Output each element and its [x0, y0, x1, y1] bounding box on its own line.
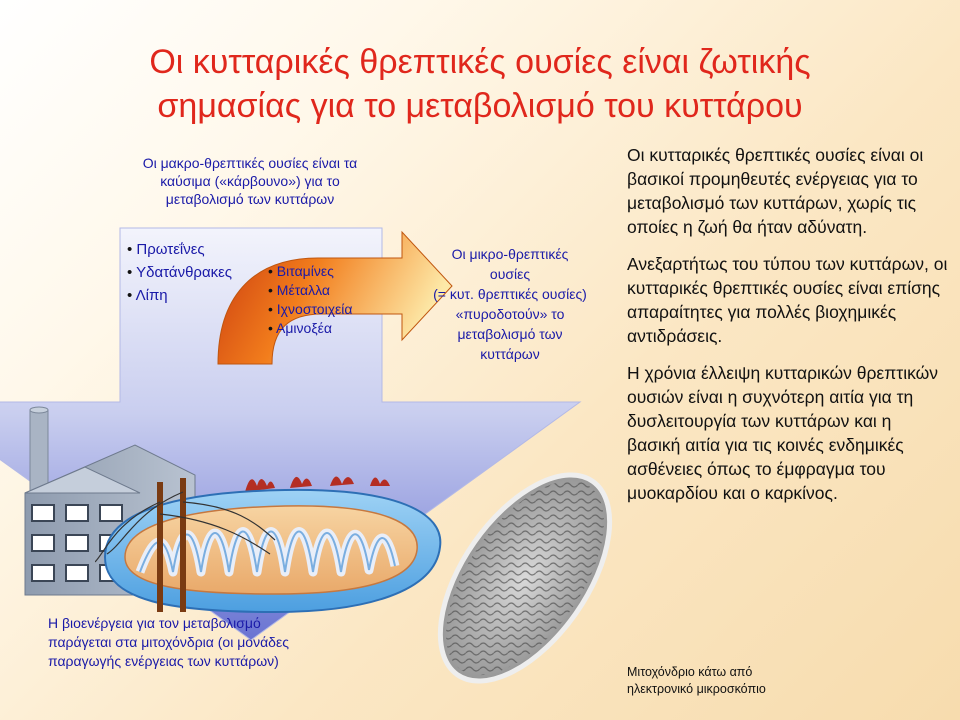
- electron-micrograph-image: [430, 448, 620, 708]
- list-item: • Βιταμίνες: [268, 262, 352, 281]
- macro-nutrients-caption: [100, 154, 400, 208]
- list-item: • Αμινοξέα: [268, 319, 352, 338]
- title-line: Οι κυτταρικές θρεπτικές ουσίες είναι ζωτικής: [149, 43, 811, 81]
- list-item: • Πρωτεΐνες: [127, 238, 232, 261]
- paragraph: Ανεξαρτήτως του τύπου των κυττάρων, οι κυτταρικές θρεπτικές ουσίες είναι επίσης απαραίτητες για πολλές βιοχημικές αντιδράσεις.: [627, 254, 948, 346]
- page-title: [40, 40, 920, 128]
- list-item: • Μέταλλα: [268, 281, 352, 300]
- caption-line: κυττάρων: [480, 346, 540, 362]
- mitochondrion-illustration: [95, 462, 465, 622]
- micro-nutrients-list: [268, 262, 352, 338]
- right-text-column: [627, 143, 949, 518]
- list-item: • Λίπη: [127, 284, 232, 307]
- caption-line: Οι μικρο-θρεπτικές: [451, 246, 569, 262]
- caption-line: Οι μακρο-θρεπτικές ουσίες είναι τα: [142, 155, 358, 171]
- caption-line: «πυροδοτούν» το: [455, 306, 565, 322]
- caption-line: (= κυτ. θρεπτικές ουσίες): [433, 286, 587, 302]
- macro-nutrients-list: [127, 238, 232, 307]
- list-item: • Ιχνοστοιχεία: [268, 300, 352, 319]
- caption-line: καύσιμα («κάρβουνο») για το: [160, 173, 340, 189]
- caption-line: Μιτοχόνδριο κάτω από: [627, 665, 753, 679]
- title-line: σημασίας για το μεταβολισμό του κυττάρου: [157, 87, 803, 125]
- paragraph: Οι κυτταρικές θρεπτικές ουσίες είναι οι βασικοί προμηθευτές ενέργειας για το μεταβολισμό των κυττάρων, χωρίς τις οποίες η ζωή θα ήταν αδύνατη.: [627, 145, 924, 237]
- caption-line: Η βιοενέργεια για τον μεταβολισμό: [48, 615, 261, 631]
- caption-line: μεταβολισμό των κυττάρων: [165, 191, 335, 207]
- micrograph-caption: [627, 664, 827, 698]
- paragraph: Η χρόνια έλλειψη κυτταρικών θρεπτικών ουσιών είναι η συχνότερη αιτία για τη δυσλειτουργία των κυττάρων και η βασική αιτία για τις κοινές ενδημικές ασθένειες όπως το έμφραγμα του μυοκαρδίου και ο καρκίνος.: [627, 363, 939, 503]
- caption-line: παράγεται στα μιτοχόνδρια (οι μονάδες: [48, 634, 289, 650]
- bioenergy-caption: [48, 614, 378, 671]
- caption-line: ηλεκτρονικό μικροσκόπιο: [627, 682, 766, 696]
- caption-line: μεταβολισμό των: [457, 326, 563, 342]
- micro-nutrients-caption: [424, 244, 596, 364]
- list-item: • Υδατάνθρακες: [127, 261, 232, 284]
- caption-line: ουσίες: [489, 266, 531, 282]
- caption-line: παραγωγής ενέργειας των κυττάρων): [48, 653, 279, 669]
